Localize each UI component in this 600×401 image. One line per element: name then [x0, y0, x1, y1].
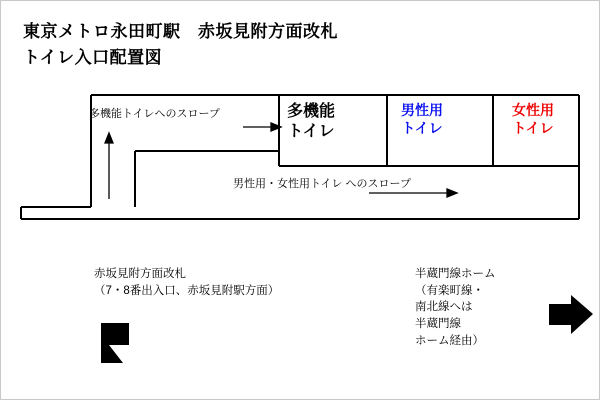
- page-title: [23, 19, 338, 70]
- room-female-line1: 女性用: [512, 102, 554, 118]
- slope-label-multipurpose: 多機能トイレへのスロープ: [89, 108, 220, 120]
- room-male-line1: 男性用: [401, 102, 443, 118]
- room-label-female: [512, 102, 554, 137]
- caption-right-line4: 半蔵門線: [415, 318, 461, 331]
- room-multipurpose-line2: トイレ: [287, 123, 335, 140]
- title-line-1: 東京メトロ永田町駅 赤坂見附方面改札: [23, 22, 338, 41]
- arrow-right-big: [549, 295, 593, 334]
- room-label-male: [401, 102, 443, 137]
- caption-right-line2: （有楽町線・: [415, 284, 484, 297]
- caption-ticket-gate: [94, 266, 279, 299]
- room-label-multipurpose: [287, 102, 335, 142]
- slope-mf-line2: へのスロープ: [345, 178, 411, 190]
- caption-right-line1: 半蔵門線ホーム: [415, 268, 496, 280]
- arrow-down-left: [101, 323, 129, 363]
- slope-label-male-female: [233, 177, 411, 192]
- caption-hanzomon-platform: [415, 266, 496, 349]
- room-multipurpose-line1: 多機能: [287, 103, 336, 120]
- slope-mf-line1: 男性用・女性用トイレ: [233, 178, 343, 190]
- caption-right-line5: ホーム経由）: [415, 334, 484, 347]
- arrow-right-multi-head: [271, 123, 281, 131]
- room-male-line2: トイレ: [401, 119, 443, 136]
- room-female-line2: トイレ: [512, 119, 554, 136]
- caption-left-line1: 赤坂見附方面改札: [94, 268, 186, 280]
- caption-left-line2: （7・8番出入口、赤坂見附駅方面）: [94, 284, 280, 297]
- arrow-right-mf-head: [447, 189, 457, 197]
- caption-right-line3: 南北線へは: [415, 301, 473, 314]
- arrow-up-left-head: [105, 133, 113, 143]
- title-line-2: トイレ入口配置図: [23, 47, 163, 67]
